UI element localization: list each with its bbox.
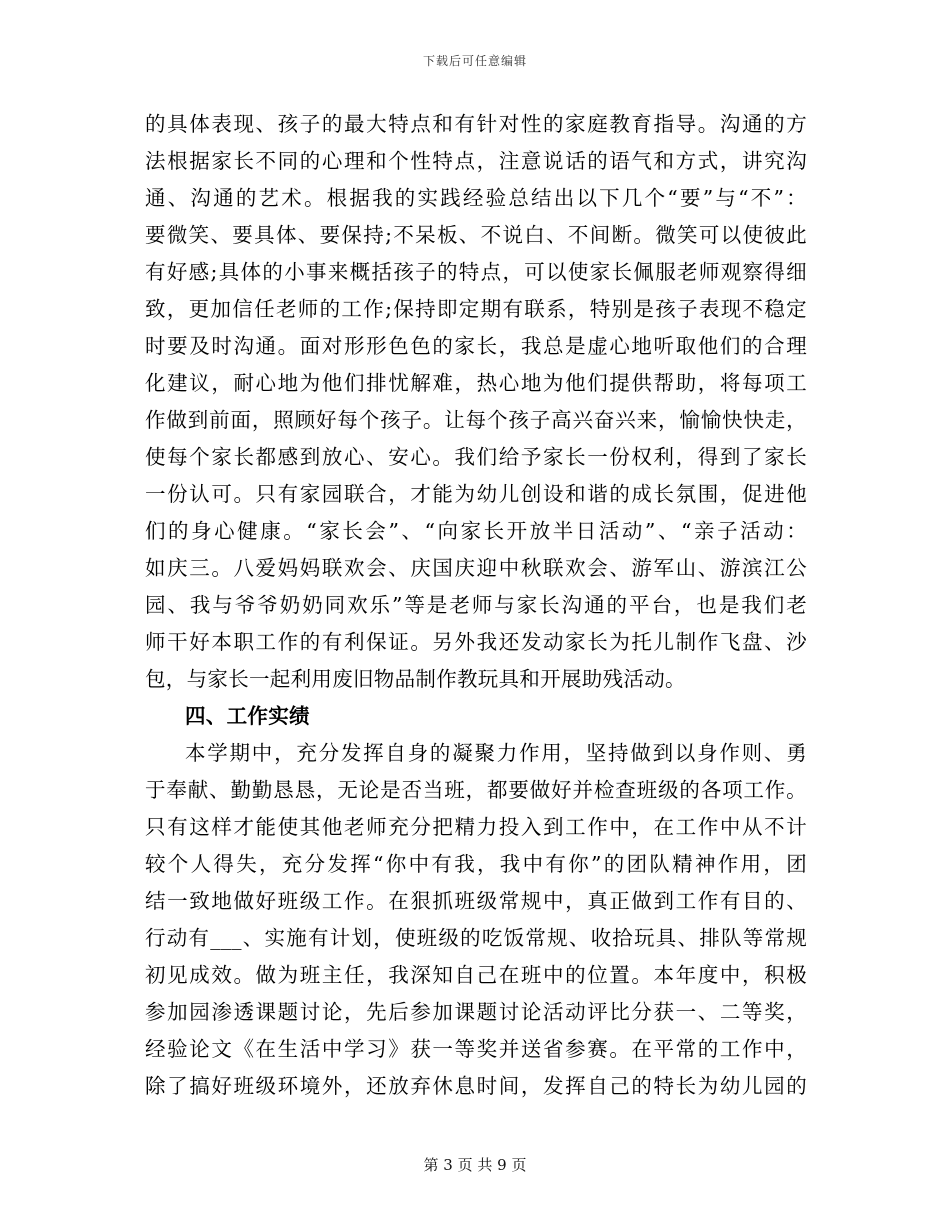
body-line-5: 有好感;具体的小事来概括孩子的特点，可以使家长佩服老师观察得细 [145,260,807,284]
body-line-16: 包，与家长一起利用废旧物品制作教玩具和开展助残活动。 [145,667,686,691]
body-line-9: 作做到前面，照顾好每个孩子。让每个孩子高兴奋兴来，愉愉快快走， [145,408,807,432]
section-line-10: 除了搞好班级环境外，还放弃休息时间，发挥自己的特长为幼儿园的 [145,1074,807,1098]
section-line-1: 本学期中，充分发挥自身的凝聚力作用，坚持做到以身作则、勇 [185,741,807,765]
body-line-7: 时要及时沟通。面对形形色色的家长，我总是虚心地听取他们的合理 [145,334,807,358]
section-line-4: 较个人得失，充分发挥“你中有我，我中有你”的团队精神作用，团 [145,852,807,876]
page-number: 第 3 页 共 9 页 [423,1156,527,1174]
section-line-5: 结一致地做好班级工作。在狠抓班级常规中，真正做到工作有目的、 [145,889,807,913]
body-line-1: 的具体表现、孩子的最大特点和有针对性的家庭教育指导。沟通的方 [145,112,807,136]
body-line-3: 通、沟通的艺术。根据我的实践经验总结出以下几个“要”与“不”： [145,186,807,210]
section-line-2: 于奉献、勤勤恳恳，无论是否当班，都要做好并检查班级的各项工作。 [145,778,807,802]
body-line-12: 们的身心健康。“家长会”、“向家长开放半日活动”、“亲子活动： [145,519,807,543]
section-heading: 四、工作实绩 [185,704,310,728]
section-line-3: 只有这样才能使其他老师充分把精力投入到工作中，在工作中从不计 [145,815,807,839]
body-line-14: 园、我与爷爷奶奶同欢乐”等是老师与家长沟通的平台，也是我们老 [145,593,807,617]
document-body [145,106,807,1105]
body-line-15: 师干好本职工作的有利保证。另外我还发动家长为托儿制作飞盘、沙 [145,630,807,654]
body-line-10: 使每个家长都感到放心、安心。我们给予家长一份权利，得到了家长 [145,445,807,469]
body-line-8: 化建议，耐心地为他们排忧解难，热心地为他们提供帮助，将每项工 [145,371,807,395]
section-line-7: 初见成效。做为班主任，我深知自己在班中的位置。本年度中，积极 [145,963,807,987]
body-line-11: 一份认可。只有家园联合，才能为幼儿创设和谐的成长氛围，促进他 [145,482,807,506]
section-line-9: 经验论文《在生活中学习》获一等奖并送省参赛。在平常的工作中， [145,1037,807,1061]
section-line-6: 行动有___、实施有计划，使班级的吃饭常规、收拾玩具、排队等常规 [145,926,807,950]
body-line-6: 致，更加信任老师的工作;保持即定期有联系，特别是孩子表现不稳定 [145,297,807,321]
section-line-8: 参加园渗透课题讨论，先后参加课题讨论活动评比分获一、二等奖， [145,1000,807,1024]
body-line-13: 如庆三。八爱妈妈联欢会、庆国庆迎中秋联欢会、游军山、游滨江公 [145,556,807,580]
body-line-4: 要微笑、要具体、要保持;不呆板、不说白、不间断。微笑可以使彼此 [145,223,807,247]
page-header-note: 下载后可任意编辑 [422,54,527,68]
body-line-2: 法根据家长不同的心理和个性特点，注意说话的语气和方式，讲究沟 [145,149,807,173]
